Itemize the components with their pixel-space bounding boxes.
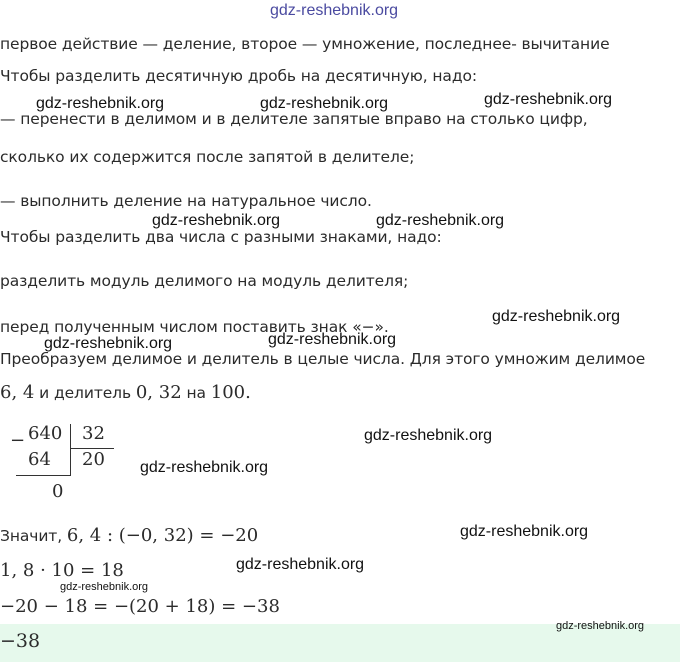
text-line-rule-step1: — перенести в делимом и в делителе запятые вправо на столько цифр, — [0, 110, 588, 128]
division-quotient: 20 — [82, 449, 105, 470]
watermark: gdz-reshebnik.org — [268, 331, 397, 348]
text-line-operations-order: первое действие — деление, второе — умножение, последнее- вычитание — [0, 35, 610, 53]
division-dividend: 640 — [28, 423, 63, 444]
watermark: gdz-reshebnik.org — [484, 91, 613, 108]
watermark-small: gdz-reshebnik.org — [60, 581, 149, 593]
watermark: gdz-reshebnik.org — [492, 308, 621, 325]
watermark: gdz-reshebnik.org — [260, 95, 389, 112]
text-line-rule-signs-heading: Чтобы разделить два числа с разными знаками, надо: — [0, 228, 442, 246]
watermark: gdz-reshebnik.org — [236, 556, 365, 573]
watermark: gdz-reshebnik.org — [44, 335, 173, 352]
watermark: gdz-reshebnik.org — [36, 95, 165, 112]
text-fragment: и делитель — [34, 384, 136, 402]
text-line-convert: Преобразуем делимое и делитель в целые числа. Для этого умножим делимое — [0, 350, 646, 368]
text-line-rule-step1-cont: сколько их содержится после запятой в делителе; — [0, 148, 415, 166]
dividend-value: 6, 4 — [0, 382, 35, 403]
division-minus-sign: − — [10, 430, 26, 451]
division-vertical-line — [70, 424, 71, 476]
calc-step-subtract: −20 − 18 = −(20 + 18) = −38 — [0, 596, 280, 617]
watermark: gdz-reshebnik.org — [460, 523, 589, 540]
division-divisor-underline — [70, 448, 114, 449]
text-line-rule-decimal-heading: Чтобы разделить десятичную дробь на десятичную, надо: — [0, 67, 477, 85]
text-line-rule-signs-step2: перед полученным числом поставить знак «−». — [0, 318, 389, 336]
watermark: gdz-reshebnik.org — [140, 459, 269, 476]
division-subtraction-line — [16, 475, 71, 476]
division-remainder: 0 — [52, 481, 64, 502]
answer-value: −38 — [0, 630, 41, 652]
text-line-rule-step2: — выполнить деление на натуральное число. — [0, 192, 372, 210]
watermark: gdz-reshebnik.org — [152, 212, 281, 229]
watermark: gdz-reshebnik.org — [364, 427, 493, 444]
multiplier-value: 100. — [210, 382, 251, 403]
divisor-value: 0, 32 — [135, 382, 182, 403]
division-subtrahend: 64 — [28, 449, 51, 470]
result-line — [0, 525, 258, 546]
watermark-small: gdz-reshebnik.org — [556, 620, 645, 632]
watermark-top: gdz-reshebnik.org — [270, 2, 399, 19]
watermark: gdz-reshebnik.org — [376, 212, 505, 229]
text-fragment: на — [181, 384, 211, 402]
division-divisor: 32 — [82, 423, 105, 444]
result-expression: 6, 4 : (−0, 32) = −20 — [66, 525, 259, 546]
text-line-rule-signs-step1: разделить модуль делимого на модуль делителя; — [0, 272, 409, 290]
calc-step-multiply: 1, 8 · 10 = 18 — [0, 560, 124, 581]
result-prefix: Значит, — [0, 527, 67, 545]
text-line-multiply — [0, 382, 251, 403]
